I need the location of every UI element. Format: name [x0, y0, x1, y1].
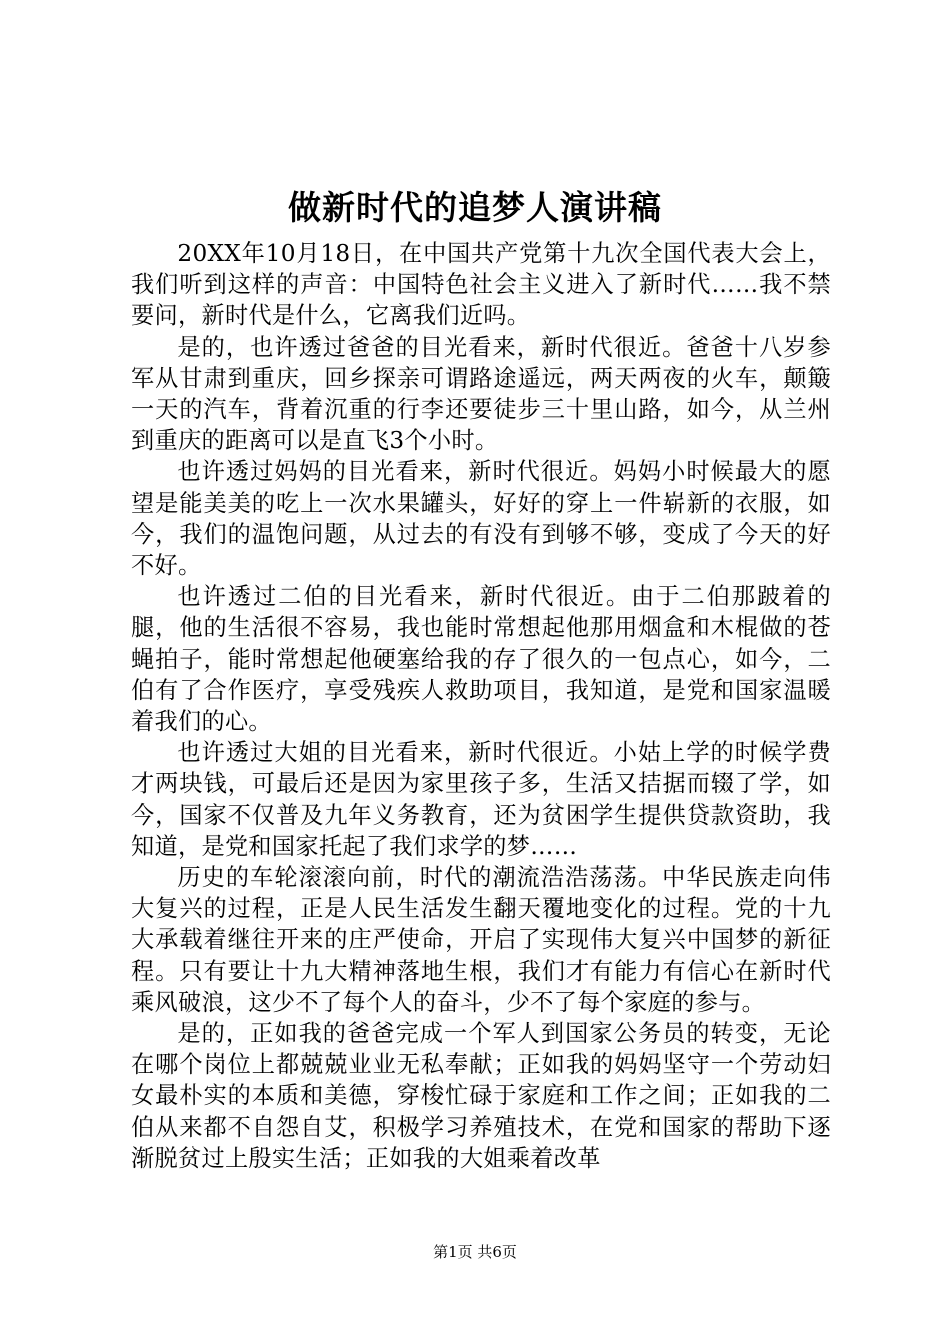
paragraph: 也许透过二伯的目光看来，新时代很近。由于二伯那跛着的腿，他的生活很不容易，我也能时常想起他那用烟盒和木棍做的苍蝇拍子，能时常想起他硬塞给我的存了很久的一包点心，如今，二伯有了合作医疗，享受残疾人救助项目，我知道，是党和国家温暖着我们的心。 — [131, 583, 831, 736]
paragraph: 历史的车轮滚滚向前，时代的潮流浩浩荡荡。中华民族走向伟大复兴的过程，正是人民生活发生翻天覆地变化的过程。党的十九大承载着继往开来的庄严使命，开启了实现伟大复兴中国梦的新征程。只有要让十九大精神落地生根，我们才有能力有信心在新时代乘风破浪，这少不了每个人的奋斗，少不了每个家庭的参与。 — [131, 864, 831, 1016]
page-number-footer: 第1页 共6页 — [433, 1243, 517, 1261]
paragraph: 是的，也许透过爸爸的目光看来，新时代很近。爸爸十八岁参军从甘肃到重庆，回乡探亲可谓路途遥远，两天两夜的火车，颠簸一天的汽车，背着沉重的行李还要徒步三十里山路，如今，从兰州到重庆的距离可以是直飞3个小时。 — [131, 333, 831, 455]
paragraph: 也许透过大姐的目光看来，新时代很近。小姑上学的时候学费才两块钱，可最后还是因为家里孩子多，生活又拮据而辍了学，如今，国家不仅普及九年义务教育，还为贫困学生提供贷款资助，我知道，是党和国家托起了我们求学的梦…… — [131, 739, 831, 860]
document-title: 做新时代的追梦人演讲稿 — [288, 188, 662, 227]
document-body — [131, 238, 831, 1174]
paragraph: 20XX年10月18日，在中国共产党第十九次全国代表大会上，我们听到这样的声音：中国特色社会主义进入了新时代……我不禁要问，新时代是什么，它离我们近吗。 — [131, 240, 831, 330]
paragraph: 也许透过妈妈的目光看来，新时代很近。妈妈小时候最大的愿望是能美美的吃上一次水果罐头，好好的穿上一件崭新的衣服，如今，我们的温饱问题，从过去的有没有到够不够，变成了今天的好不好。 — [131, 458, 831, 580]
paragraph: 是的，正如我的爸爸完成一个军人到国家公务员的转变，无论在哪个岗位上都兢兢业业无私奉献；正如我的妈妈坚守一个劳动妇女最朴实的本质和美德，穿梭忙碌于家庭和工作之间；正如我的二伯从来都不自怨自艾，积极学习养殖技术，在党和国家的帮助下逐渐脱贫过上殷实生活；正如我的大姐乘着改革 — [131, 1020, 831, 1172]
